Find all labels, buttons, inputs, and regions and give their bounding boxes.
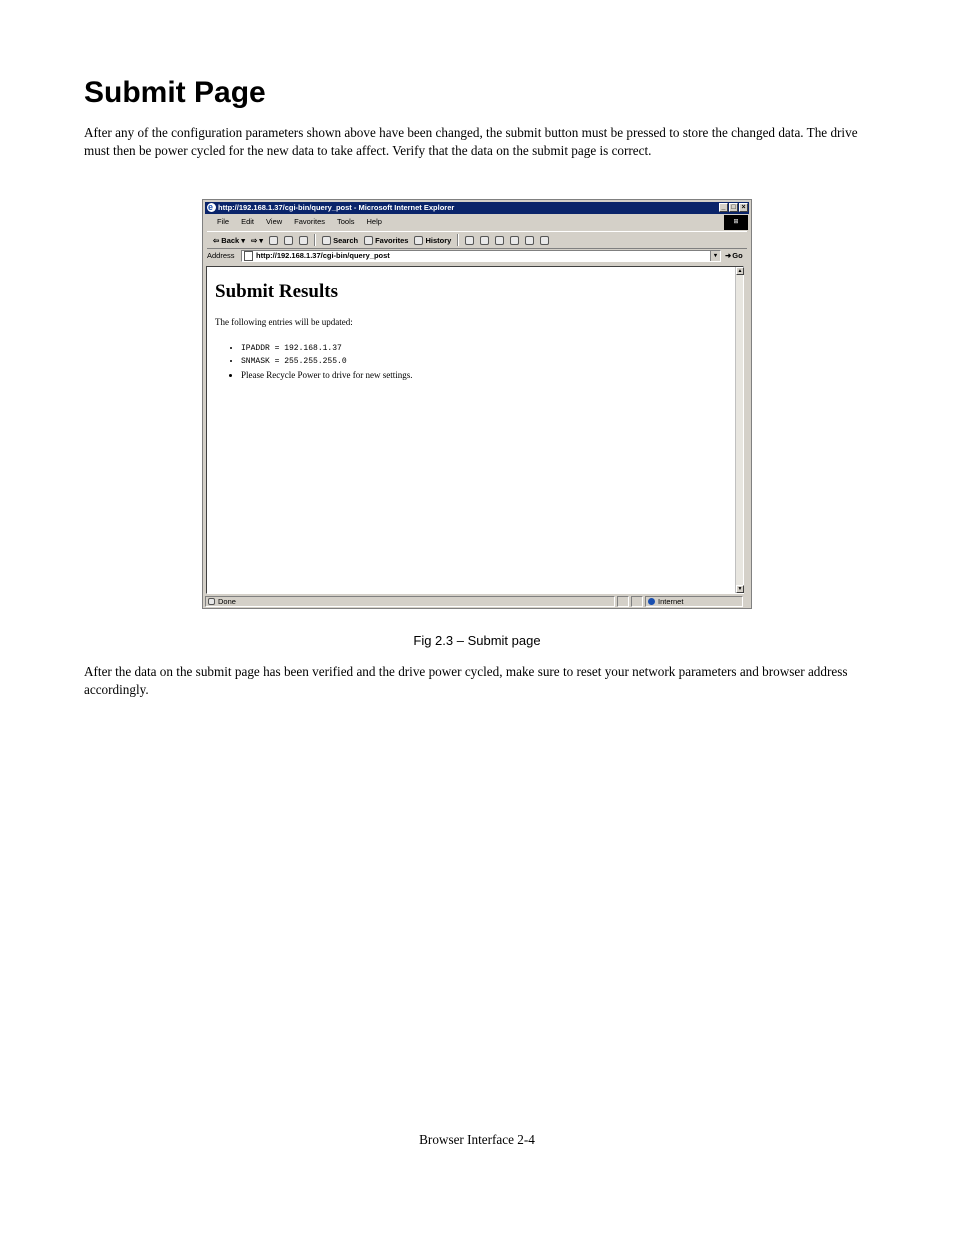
scroll-up-arrow-icon[interactable]: ▲ [737, 268, 743, 274]
edit-icon[interactable] [495, 236, 504, 245]
page-viewport [206, 266, 744, 594]
status-bar [205, 596, 749, 607]
address-value: http://192.168.1.37/cgi-bin/query_post [256, 251, 390, 260]
status-zone-cell [645, 596, 743, 607]
page-footer: Browser Interface 2-4 [419, 1132, 535, 1147]
globe-icon [648, 598, 655, 605]
list-item-ipaddr: • IPADDR = 192.168.1.37 [241, 343, 412, 356]
ie-logo-icon [207, 203, 216, 212]
history-icon [414, 236, 423, 245]
page-icon [244, 251, 253, 261]
maximize-button[interactable]: □ [729, 203, 738, 212]
address-dropdown-button[interactable]: ▾ [710, 251, 720, 261]
search-button[interactable] [322, 236, 358, 245]
discuss-icon[interactable] [510, 236, 519, 245]
menu-view[interactable]: View [266, 217, 283, 226]
status-zone: Internet [658, 597, 684, 606]
address-bar [207, 248, 747, 263]
address-label: Address [207, 251, 235, 260]
search-icon [322, 236, 331, 245]
list-item-recycle-power: • Please Recycle Power to drive for new settings. [241, 369, 412, 382]
updated-entries-list [231, 343, 412, 381]
vertical-scrollbar[interactable] [735, 267, 743, 593]
history-label: History [425, 235, 452, 245]
forward-button[interactable] [251, 236, 263, 245]
messenger-icon[interactable] [525, 236, 534, 245]
page-done-icon [208, 598, 215, 605]
history-button[interactable] [414, 236, 451, 245]
menu-tools[interactable]: Tools [337, 217, 355, 226]
back-arrow-icon: ⇦ [213, 235, 220, 245]
menu-help[interactable]: Help [366, 217, 382, 226]
menu-favorites[interactable]: Favorites [294, 217, 325, 226]
list-item-snmask: • SNMASK = 255.255.255.0 [241, 356, 412, 369]
status-empty-cell [617, 596, 629, 607]
status-empty-cell [631, 596, 643, 607]
submit-results-title: Submit Results [215, 281, 338, 302]
submit-results-intro: The following entries will be updated: [215, 317, 353, 327]
closing-paragraph: After the data on the submit page has been verified and the drive power cycled, make sure to reset your network parameters and browser address accordingly. [84, 664, 848, 697]
toolbar-divider [314, 234, 316, 246]
back-label: Back [221, 235, 240, 245]
browser-titlebar [205, 202, 749, 214]
chevron-down-icon: ▾ [241, 235, 245, 245]
menu-edit[interactable]: Edit [241, 217, 255, 226]
toolbar-divider [457, 234, 459, 246]
menu-bar [209, 216, 382, 228]
status-text-cell [205, 596, 615, 607]
favorites-icon [364, 236, 373, 245]
page-heading: Submit Page [84, 76, 266, 109]
go-button[interactable] [725, 251, 747, 260]
browser-screenshot [202, 199, 752, 609]
home-icon[interactable] [299, 236, 308, 245]
figure-caption: Fig 2.3 – Submit page [413, 633, 541, 648]
windows-logo-icon: ⊞ [724, 215, 748, 230]
favorites-label: Favorites [375, 235, 409, 245]
mail-icon[interactable] [465, 236, 474, 245]
back-button[interactable] [213, 236, 245, 245]
intro-paragraph: After any of the configuration parameters shown above have been changed, the submit button must be pressed to store the changed data. The drive must then be power cycled for the new data to take affect. Verify that the data on the submit page is correct. [84, 125, 858, 158]
chevron-down-icon: ▾ [259, 235, 264, 245]
go-label: Go [732, 251, 743, 260]
print-icon[interactable] [480, 236, 489, 245]
browser-title: http://192.168.1.37/cgi-bin/query_post - Microsoft Internet Explorer [218, 203, 455, 212]
go-arrow-icon: ➜ [725, 251, 732, 260]
research-icon[interactable] [540, 236, 549, 245]
search-label: Search [333, 235, 359, 245]
forward-arrow-icon: ⇨ [251, 235, 258, 245]
stop-icon[interactable] [269, 236, 278, 245]
window-controls [719, 203, 748, 212]
scroll-down-arrow-icon[interactable]: ▼ [737, 586, 743, 592]
refresh-icon[interactable] [284, 236, 293, 245]
browser-toolbar [207, 231, 747, 249]
favorites-button[interactable] [364, 236, 408, 245]
status-done: Done [218, 597, 236, 606]
close-button[interactable]: × [739, 203, 748, 212]
address-input[interactable] [241, 250, 721, 262]
minimize-button[interactable]: _ [719, 203, 728, 212]
menu-file[interactable]: File [217, 217, 230, 226]
